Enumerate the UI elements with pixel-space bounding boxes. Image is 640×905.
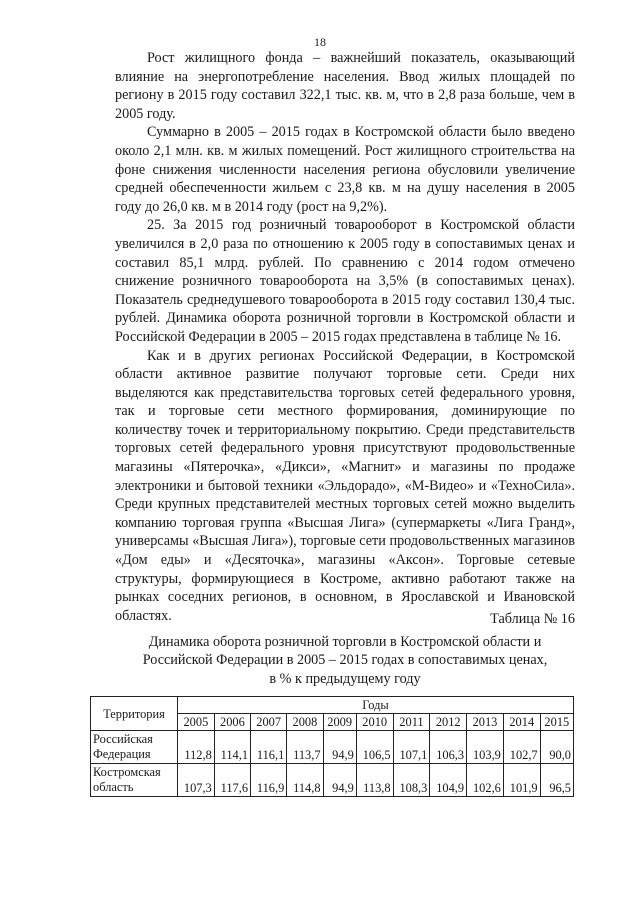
value-cell: 107,3 (178, 764, 215, 797)
table-number: Таблица № 16 (490, 611, 575, 627)
value-cell: 108,3 (393, 764, 430, 797)
value-cell: 116,9 (251, 764, 287, 797)
year-cell: 2012 (430, 714, 467, 731)
value-cell: 101,9 (503, 764, 540, 797)
value-cell: 94,9 (323, 764, 356, 797)
value-cell: 106,5 (356, 731, 393, 764)
page-number: 18 (314, 35, 326, 49)
year-cell: 2007 (251, 714, 287, 731)
value-cell: 116,1 (251, 731, 287, 764)
years-header: Годы (178, 697, 574, 714)
table-caption (115, 610, 575, 688)
year-cell: 2008 (287, 714, 323, 731)
paragraph-housing: Рост жилищного фонда – важнейший показатель, оказывающий влияние на энергопотребление населения. Ввод жилых площадей по региону в 2015 году составил 322,1 тыс. кв. м, что в 2,8 раза больше, чем в 2005 году. (115, 50, 575, 122)
body-text (115, 49, 575, 625)
table-title-line: Динамика оборота розничной торговли в Костромской области и (148, 633, 542, 650)
table-row (91, 764, 574, 797)
table-title-line: в % к предыдущему году (269, 670, 421, 687)
year-cell: 2014 (503, 714, 540, 731)
value-cell: 104,9 (430, 764, 467, 797)
year-cell: 2010 (356, 714, 393, 731)
year-cell: 2006 (214, 714, 250, 731)
retail-turnover-table (90, 696, 574, 797)
value-cell: 90,0 (540, 731, 573, 764)
value-cell: 102,7 (503, 731, 540, 764)
value-cell: 103,9 (467, 731, 504, 764)
value-cell: 106,3 (430, 731, 467, 764)
year-cell: 2011 (393, 714, 430, 731)
table-row (91, 731, 574, 764)
territory-name: Российская Федерация (91, 731, 178, 764)
value-cell: 114,8 (287, 764, 323, 797)
value-cell: 102,6 (467, 764, 504, 797)
year-cell: 2005 (178, 714, 215, 731)
paragraph-housing-total: Суммарно в 2005 – 2015 годах в Костромской области было введено около 2,1 млн. кв. м жилых помещений. Рост жилищного строительства на фоне снижения численности населения региона обусловили увеличение средней обеспеченности жильем с 23,8 кв. м на душу населения в 2005 году до 26,0 кв. м в 2014 году (рост на 9,2%). (115, 124, 575, 215)
value-cell: 94,9 (323, 731, 356, 764)
table-title-line: Российской Федерации в 2005 – 2015 годах в сопоставимых ценах, (142, 652, 548, 669)
table-header-row (91, 697, 574, 714)
value-cell: 112,8 (178, 731, 215, 764)
value-cell: 113,7 (287, 731, 323, 764)
year-cell: 2015 (540, 714, 573, 731)
paragraph-retail-chains: Как и в других регионах Российской Федерации, в Костромской области активное развитие получают торговые сети. Среди них выделяются как представительства торговых сетей федерального уровня, так и торговые сети местного формирования, доминирующие по количеству точек и территориальному покрытию. Среди представительств торговых сетей федерального уровня присутствуют продовольственные магазины «Пятерочка», «Дикси», «Магнит» и магазины по продаже электроники и бытовой техники «Эльдорадо», «М-Видео» и «ТехноСила». Среди крупных представителей местных торговых сетей можно выделить компанию торговая группа «Высшая Лига» (супермаркеты «Лига Гранд», универсамы «Высшая Лига»), торговые сети продовольственных магазинов «Дом еды» и «Десяточка», магазины «Аксон». Торговые сетевые структуры, формирующиеся в Костроме, активно работают также на рынках соседних регионов, в основном, в Ярославской и Ивановской областях. (115, 347, 575, 624)
territory-name: Костромская область (91, 764, 178, 797)
territory-header: Территория (91, 697, 178, 731)
value-cell: 107,1 (393, 731, 430, 764)
year-cell: 2009 (323, 714, 356, 731)
value-cell: 117,6 (214, 764, 250, 797)
value-cell: 114,1 (214, 731, 250, 764)
year-cell: 2013 (467, 714, 504, 731)
paragraph-retail-turnover: 25. За 2015 год розничный товарооборот в Костромской области увеличился в 2,0 раза по отношению к 2005 году в сопоставимых ценах и составил 85,1 млрд. рублей. По сравнению с 2014 годом отмечено снижение розничного товарооборота на 3,5% (в сопоставимых ценах). Показатель среднедушевого товарооборота в 2015 году составил 130,4 тыс. рублей. Динамика оборота розничной торговли в Костромской области и Российской Федерации в 2005 – 2015 годах представлена в таблице № 16. (115, 217, 575, 345)
value-cell: 113,8 (356, 764, 393, 797)
table-title (115, 633, 575, 689)
value-cell: 96,5 (540, 764, 573, 797)
